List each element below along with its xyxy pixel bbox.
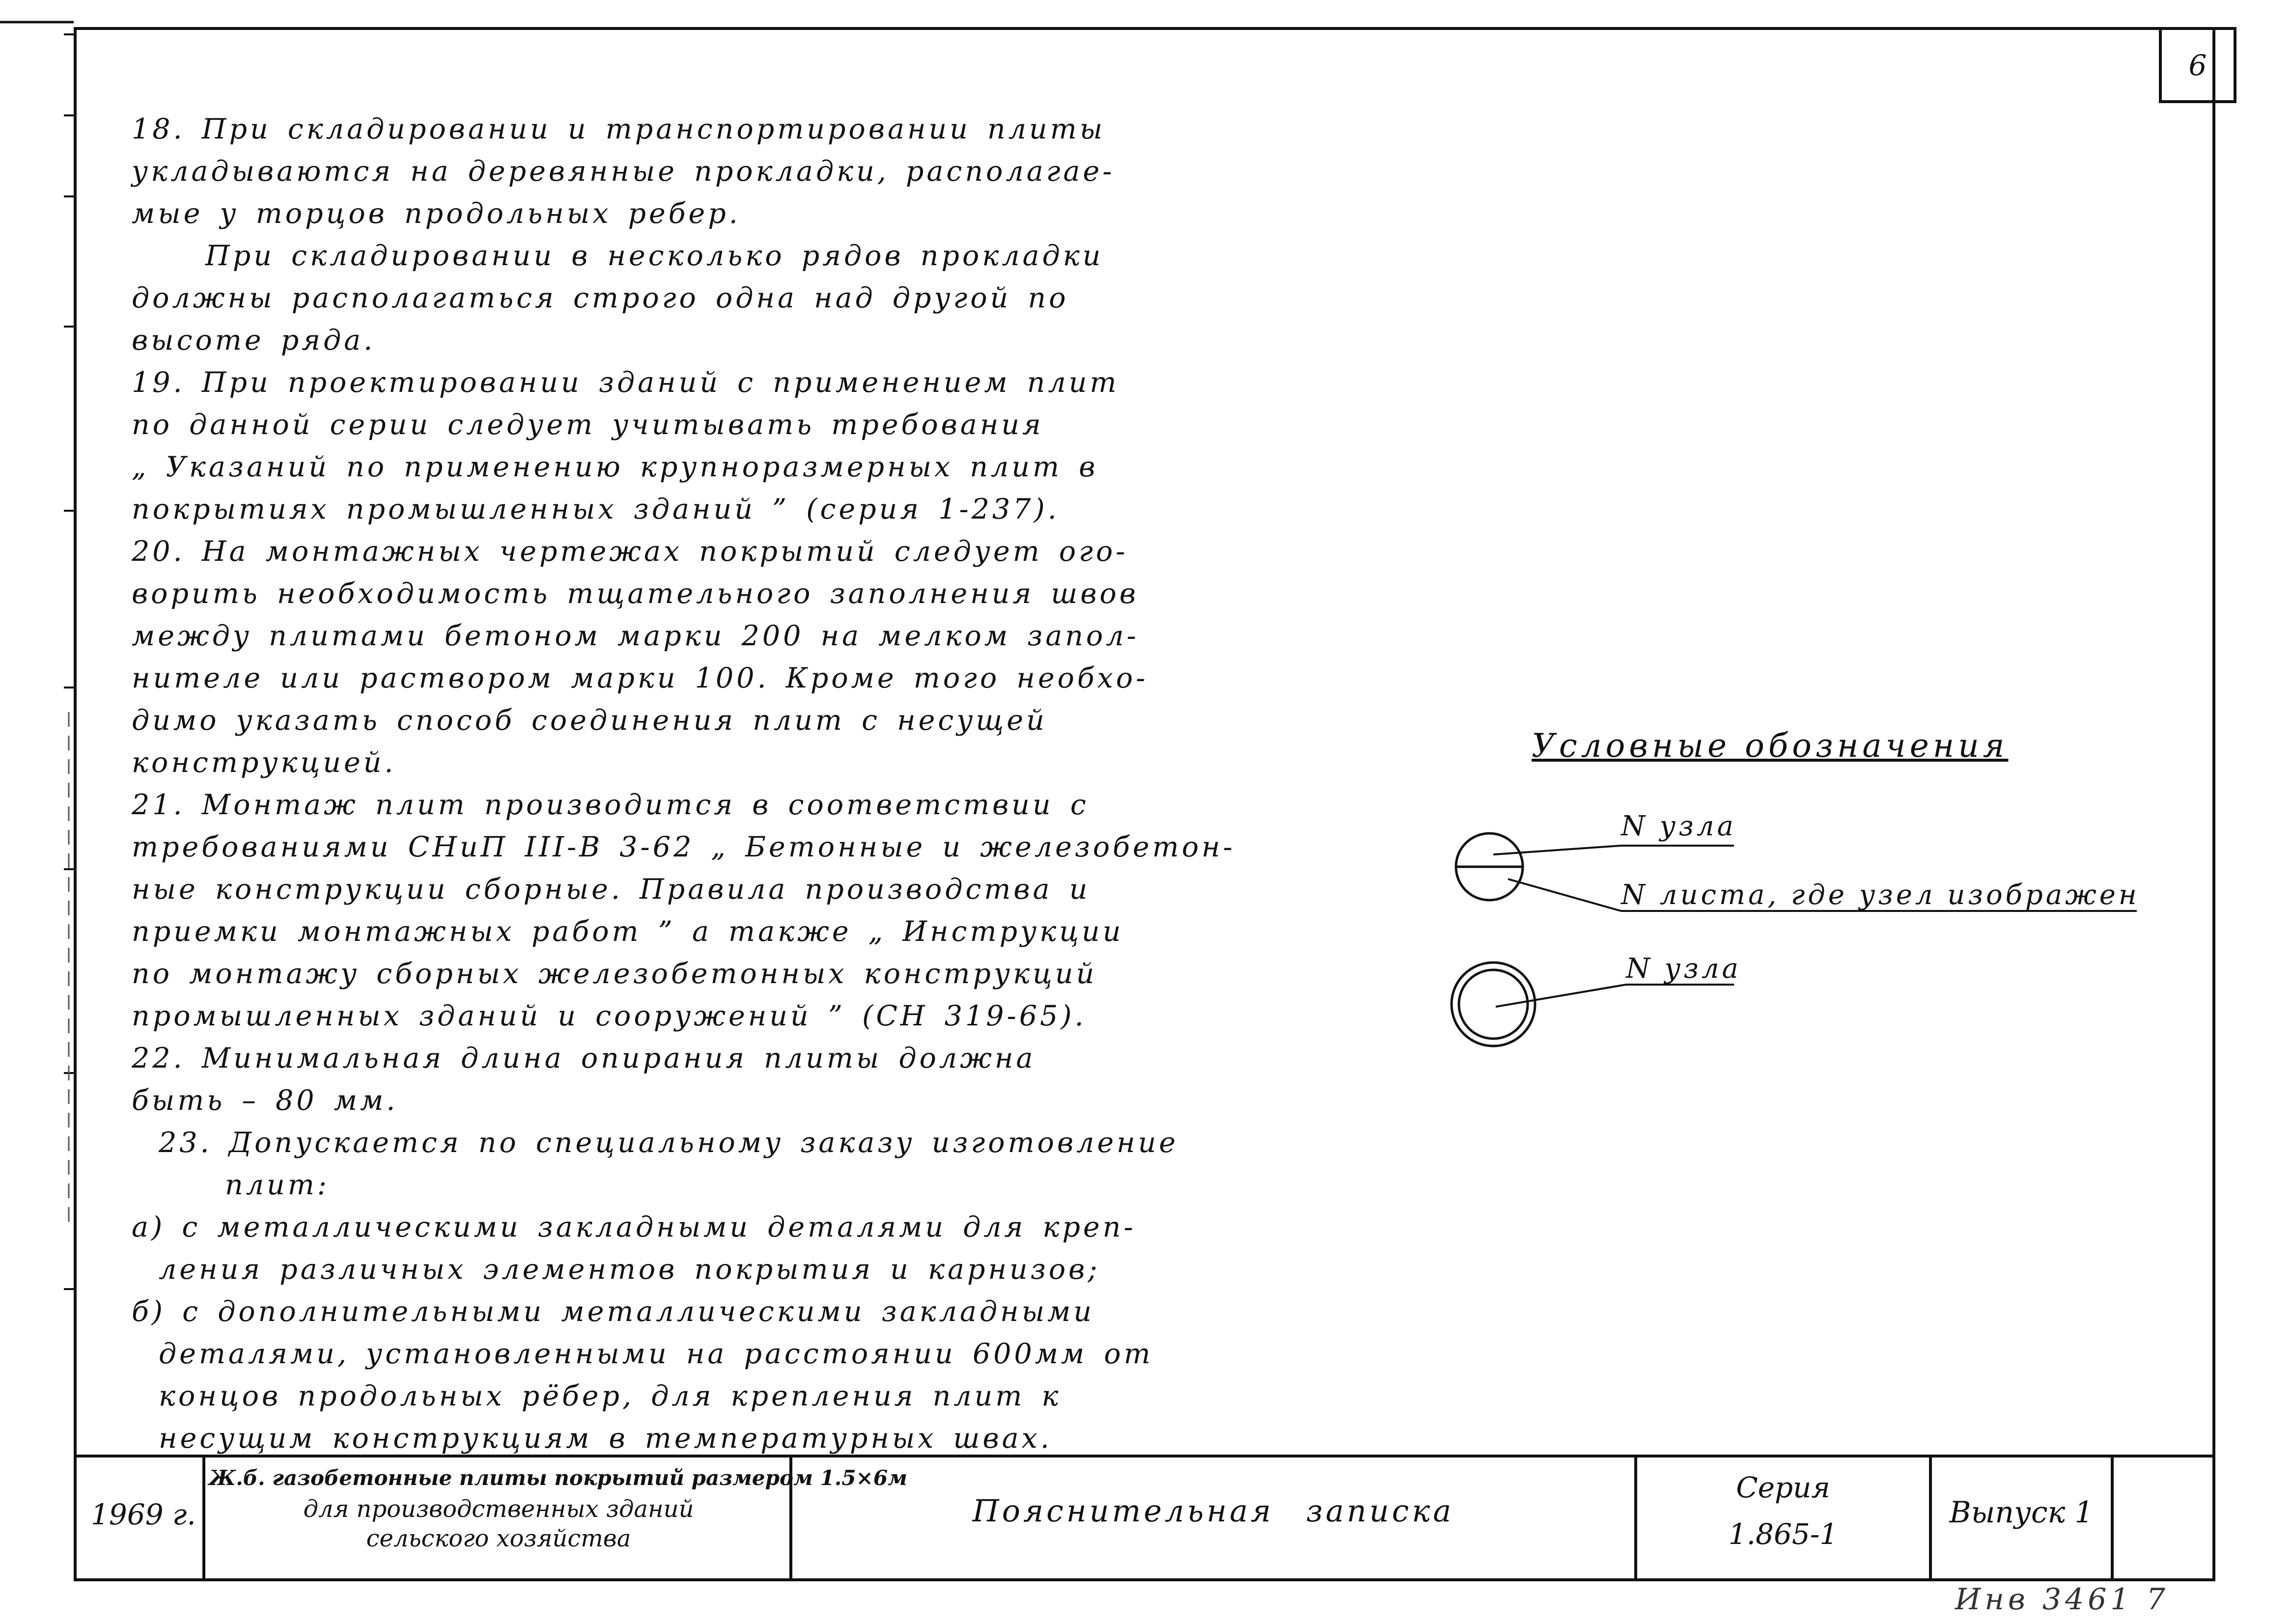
note-line: требованиями СНиП III-В 3-62 „ Бетонные и железобетон- xyxy=(132,831,1235,863)
note-line: димо указать способ соединения плит с несущей xyxy=(132,704,1047,737)
note-line: деталями, установленными на расстоянии 600мм от xyxy=(159,1338,1153,1370)
note-line: укладываются на деревянные прокладки, располагае- xyxy=(132,155,1115,188)
note-line: конструкцией. xyxy=(132,746,396,779)
note-line: При складировании в несколько рядов прокладки xyxy=(205,240,1104,272)
note-line: между плитами бетоном марки 200 на мелком запол- xyxy=(132,620,1139,652)
note-line: покрытиях промышленных зданий ” (серия 1-237). xyxy=(132,493,1060,525)
title-block-year: 1969 г. xyxy=(91,1498,196,1531)
note-line: плит: xyxy=(225,1169,330,1201)
legend-node-label: N узла xyxy=(1621,810,1736,842)
title-block-product-line2: для производственных зданий xyxy=(303,1495,694,1523)
title-block-product-line1: Ж.б. газобетонные плиты покрытий размером 1.5×6м xyxy=(209,1466,907,1490)
note-line: 19. При проектировании зданий с применением плит xyxy=(132,366,1119,399)
note-line: концов продольных рёбер, для крепления плит к xyxy=(159,1380,1062,1412)
note-line: должны располагаться строго одна над другой по xyxy=(132,282,1069,314)
legend-sheet-label: N листа, где узел изображен xyxy=(1621,879,2140,911)
note-line: по монтажу сборных железобетонных конструкций xyxy=(132,958,1097,990)
note-line: ворить необходимость тщательного заполнения швов xyxy=(132,578,1139,610)
note-line: ные конструкции сборные. Правила производства и xyxy=(132,873,1090,906)
note-line: 23. Допускается по специальному заказу изготовление xyxy=(159,1127,1179,1159)
note-line: быть – 80 мм. xyxy=(132,1084,398,1117)
note-line: б) с дополнительными металлическими закладными xyxy=(132,1295,1095,1328)
legend-title: Условные обозначения xyxy=(1532,727,2009,765)
title-block-document-name: Пояснительная записка xyxy=(972,1493,1454,1529)
note-line: ления различных элементов покрытия и карнизов; xyxy=(159,1253,1100,1286)
title-block-series-label: Серия xyxy=(1736,1471,1830,1504)
note-line: промышленных зданий и сооружений ” (СН 319-65). xyxy=(132,1000,1087,1032)
note-line: 20. На монтажных чертежах покрытий следует ого- xyxy=(132,535,1128,568)
note-line: приемки монтажных работ ” а также „ Инструкции xyxy=(132,915,1124,948)
note-line: по данной серии следует учитывать требования xyxy=(132,409,1044,441)
note-line: высоте ряда. xyxy=(132,324,376,357)
note-line: несущим конструкциям в температурных швах. xyxy=(159,1422,1052,1455)
note-line: 22. Минимальная длина опирания плиты должна xyxy=(132,1042,1036,1074)
title-block-product-line3: сельского хозяйства xyxy=(366,1525,631,1552)
legend-node-label-2: N узла xyxy=(1626,953,1741,985)
inventory-number: Инв 3461 7 xyxy=(1955,1582,2169,1617)
note-line: мые у торцов продольных ребер. xyxy=(132,197,741,230)
note-line: 18. При складировании и транспортировании плиты xyxy=(132,113,1106,145)
title-block-series-value: 1.865-1 xyxy=(1728,1517,1838,1551)
note-line: „ Указаний по применению крупноразмерных плит в xyxy=(132,451,1098,483)
sheet-number: 6 xyxy=(2159,27,2236,103)
title-block-issue: Выпуск 1 xyxy=(1949,1495,2094,1530)
note-line: а) с металлическими закладными деталями для креп- xyxy=(132,1211,1136,1243)
note-line: нителе или раствором марки 100. Кроме того необхо- xyxy=(132,662,1148,694)
note-line: 21. Монтаж плит производится в соответствии с xyxy=(132,789,1089,821)
